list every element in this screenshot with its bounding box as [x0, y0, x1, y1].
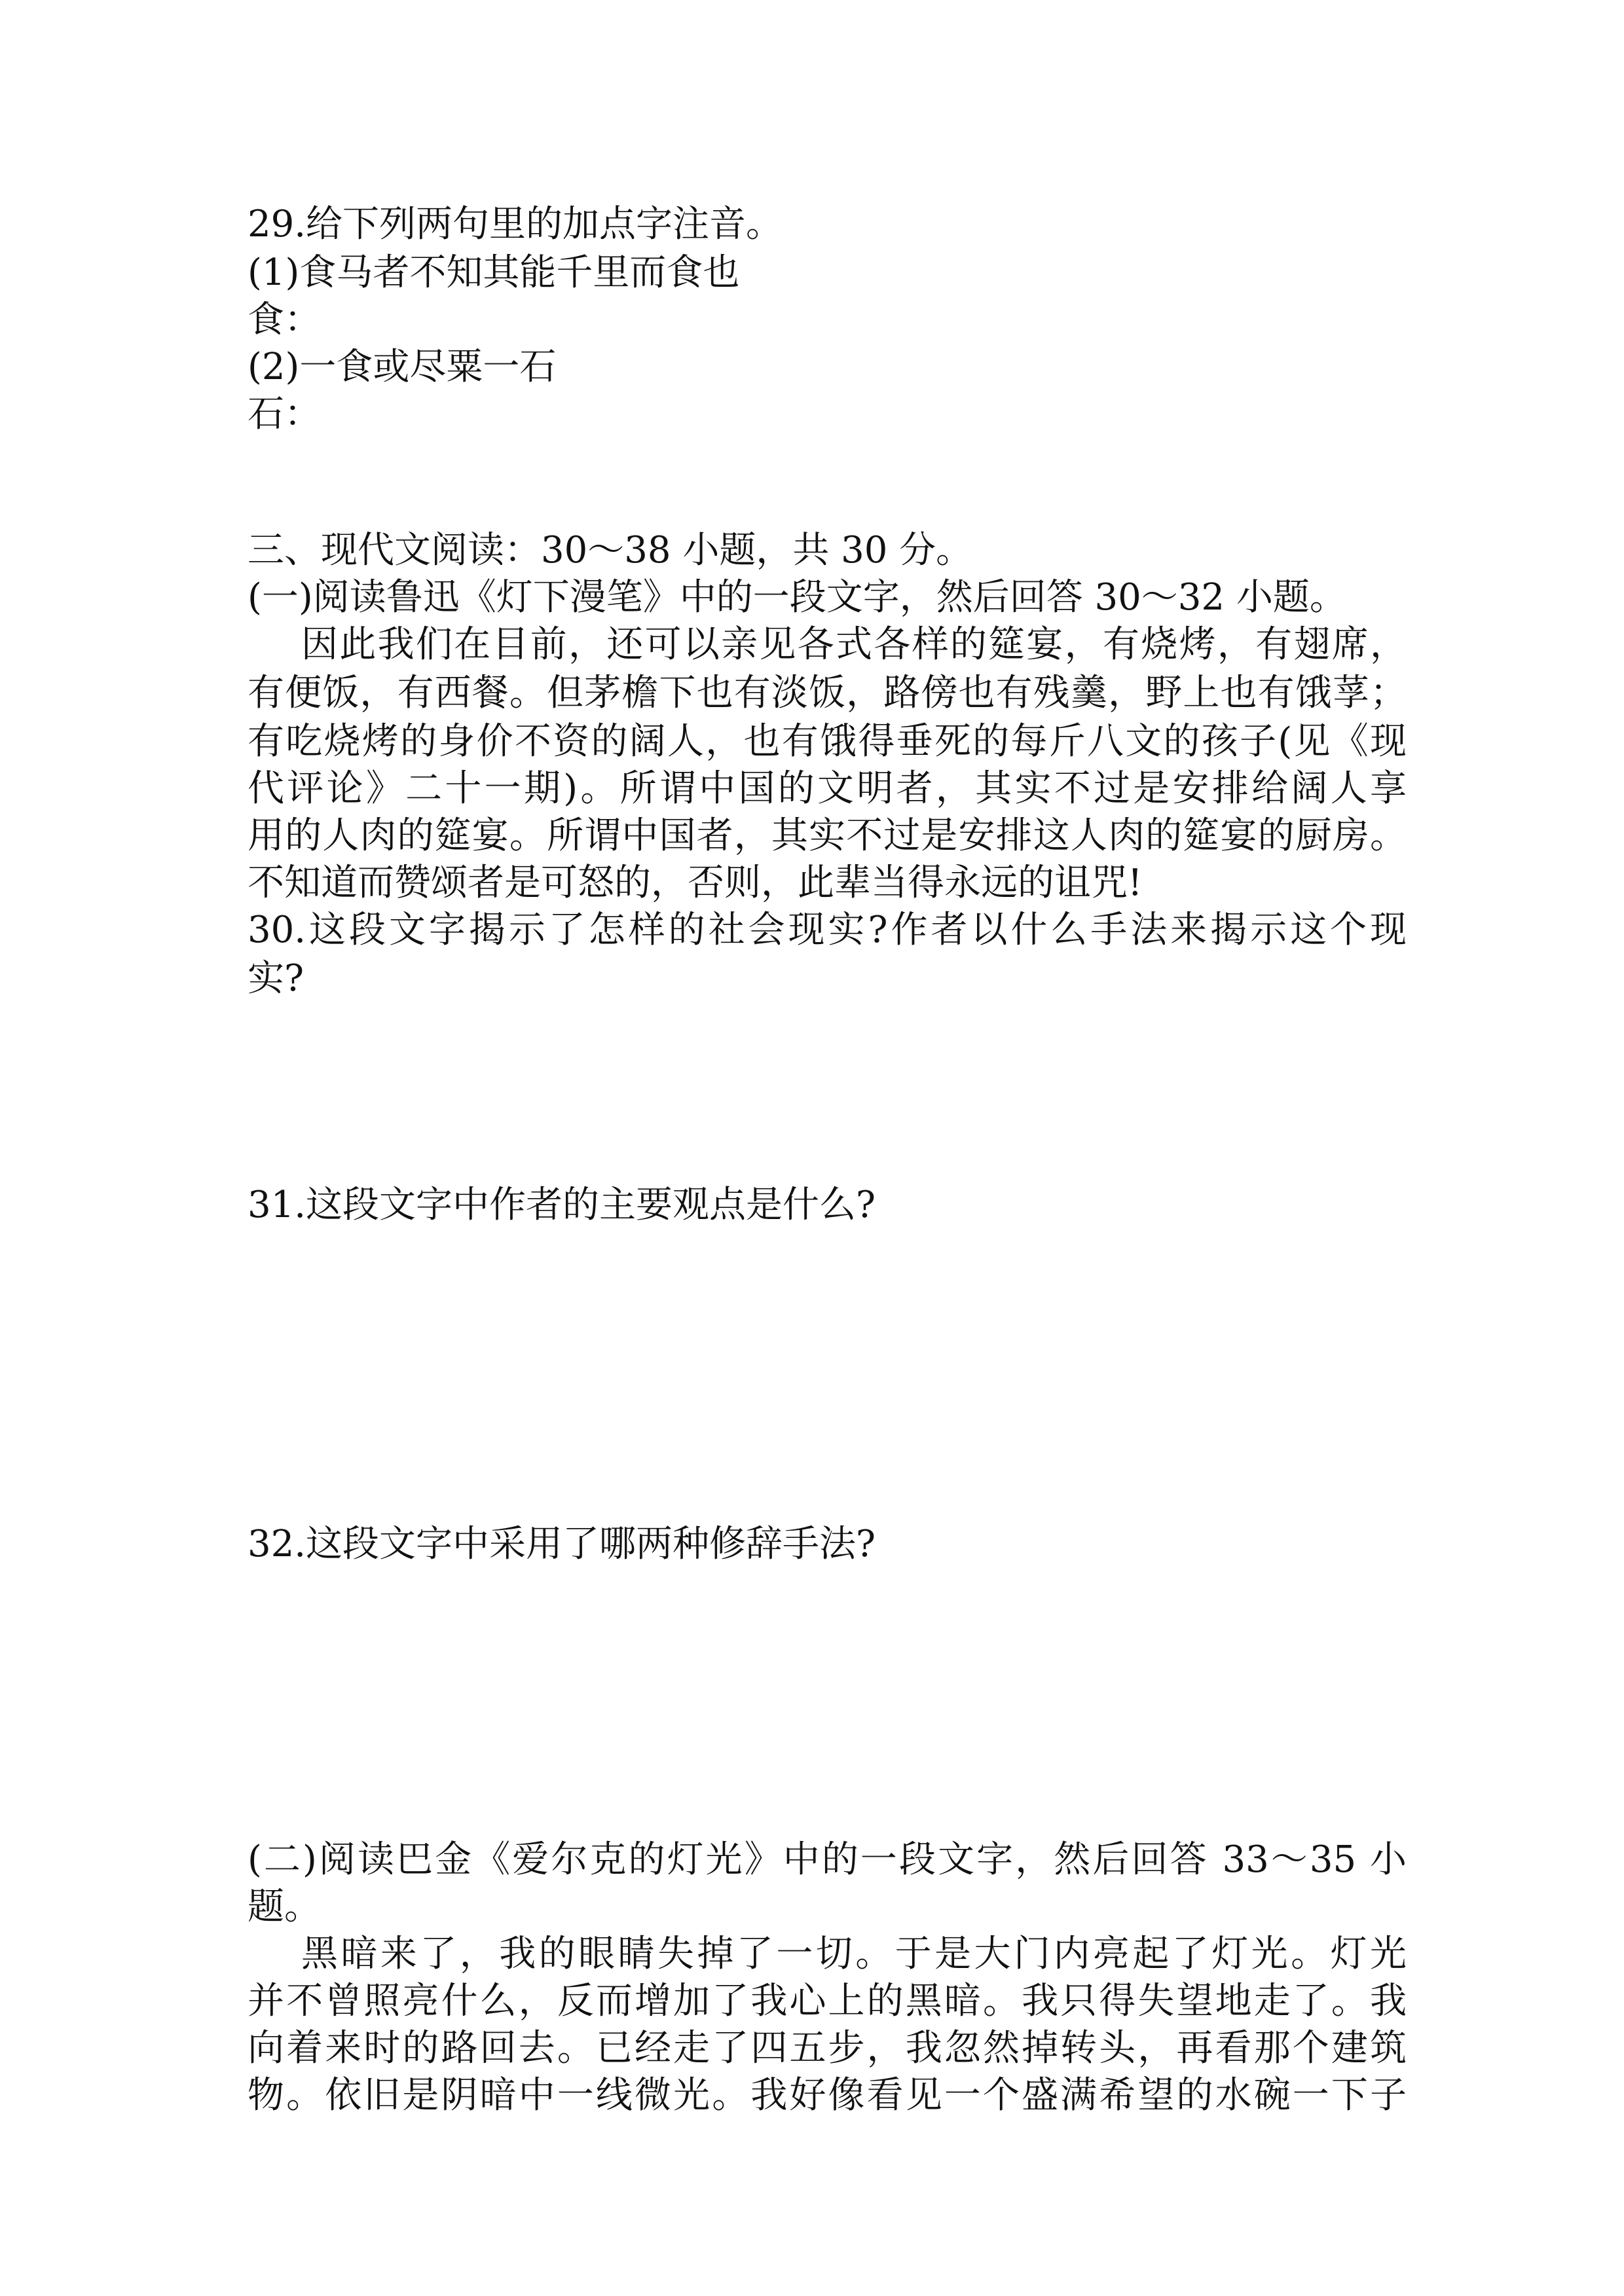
- part2-passage-line: 黑暗来了，我的眼睛失掉了一切。于是大门内亮起了灯光。灯光: [301, 1933, 1407, 1975]
- part1-passage-line: 有便饭，有西餐。但茅檐下也有淡饭，路傍也有残羹，野上也有饿莩；: [248, 672, 1407, 714]
- part1-passage-line: 代评论》二十一期)。所谓中国的文明者，其实不过是安排给阔人享: [248, 767, 1407, 810]
- q32: 32.这段文字中采用了哪两种修辞手法?: [248, 1523, 876, 1565]
- q29-item-2-answer: 石：: [248, 393, 321, 435]
- part1-passage-line: 有吃烧烤的身价不资的阔人，也有饿得垂死的每斤八文的孩子(见《现: [248, 720, 1407, 763]
- q29-item-2: (2)一食或尽粟一石: [248, 346, 557, 388]
- part2-intro-line-2: 题。: [248, 1886, 321, 1928]
- q29-item-1-answer: 食：: [248, 299, 321, 341]
- part1-intro: (一)阅读鲁迅《灯下漫笔》中的一段文字，然后回答 30～32 小题。: [248, 576, 1346, 619]
- q30-line-1: 30.这段文字揭示了怎样的社会现实?作者以什么手法来揭示这个现: [248, 909, 1407, 951]
- q29-title: 29.给下列两句里的加点字注音。: [248, 203, 783, 246]
- part2-passage-line: 向着来时的路回去。已经走了四五步，我忽然掉转头，再看那个建筑: [248, 2027, 1407, 2069]
- part1-passage-line: 因此我们在目前，还可以亲见各式各样的筵宴，有烧烤，有翅席，: [301, 623, 1407, 666]
- part2-intro-line-1: (二)阅读巴金《爱尔克的灯光》中的一段文字，然后回答 33～35 小: [248, 1838, 1407, 1881]
- section-heading: 三、现代文阅读：30～38 小题，共 30 分。: [248, 529, 973, 572]
- part1-passage-line: 不知道而赞颂者是可怒的，否则，此辈当得永远的诅咒!: [248, 862, 1143, 904]
- part2-passage-line: 并不曾照亮什么，反而增加了我心上的黑暗。我只得失望地走了。我: [248, 1980, 1407, 2022]
- part2-passage-line: 物。依旧是阴暗中一线微光。我好像看见一个盛满希望的水碗一下子: [248, 2074, 1407, 2117]
- part1-passage-line: 用的人肉的筵宴。所谓中国者，其实不过是安排这人肉的筵宴的厨房。: [248, 814, 1407, 857]
- q31: 31.这段文字中作者的主要观点是什么?: [248, 1184, 876, 1226]
- q29-item-1: (1)食马者不知其能千里而食也: [248, 251, 740, 294]
- q30-line-2: 实?: [248, 957, 304, 1000]
